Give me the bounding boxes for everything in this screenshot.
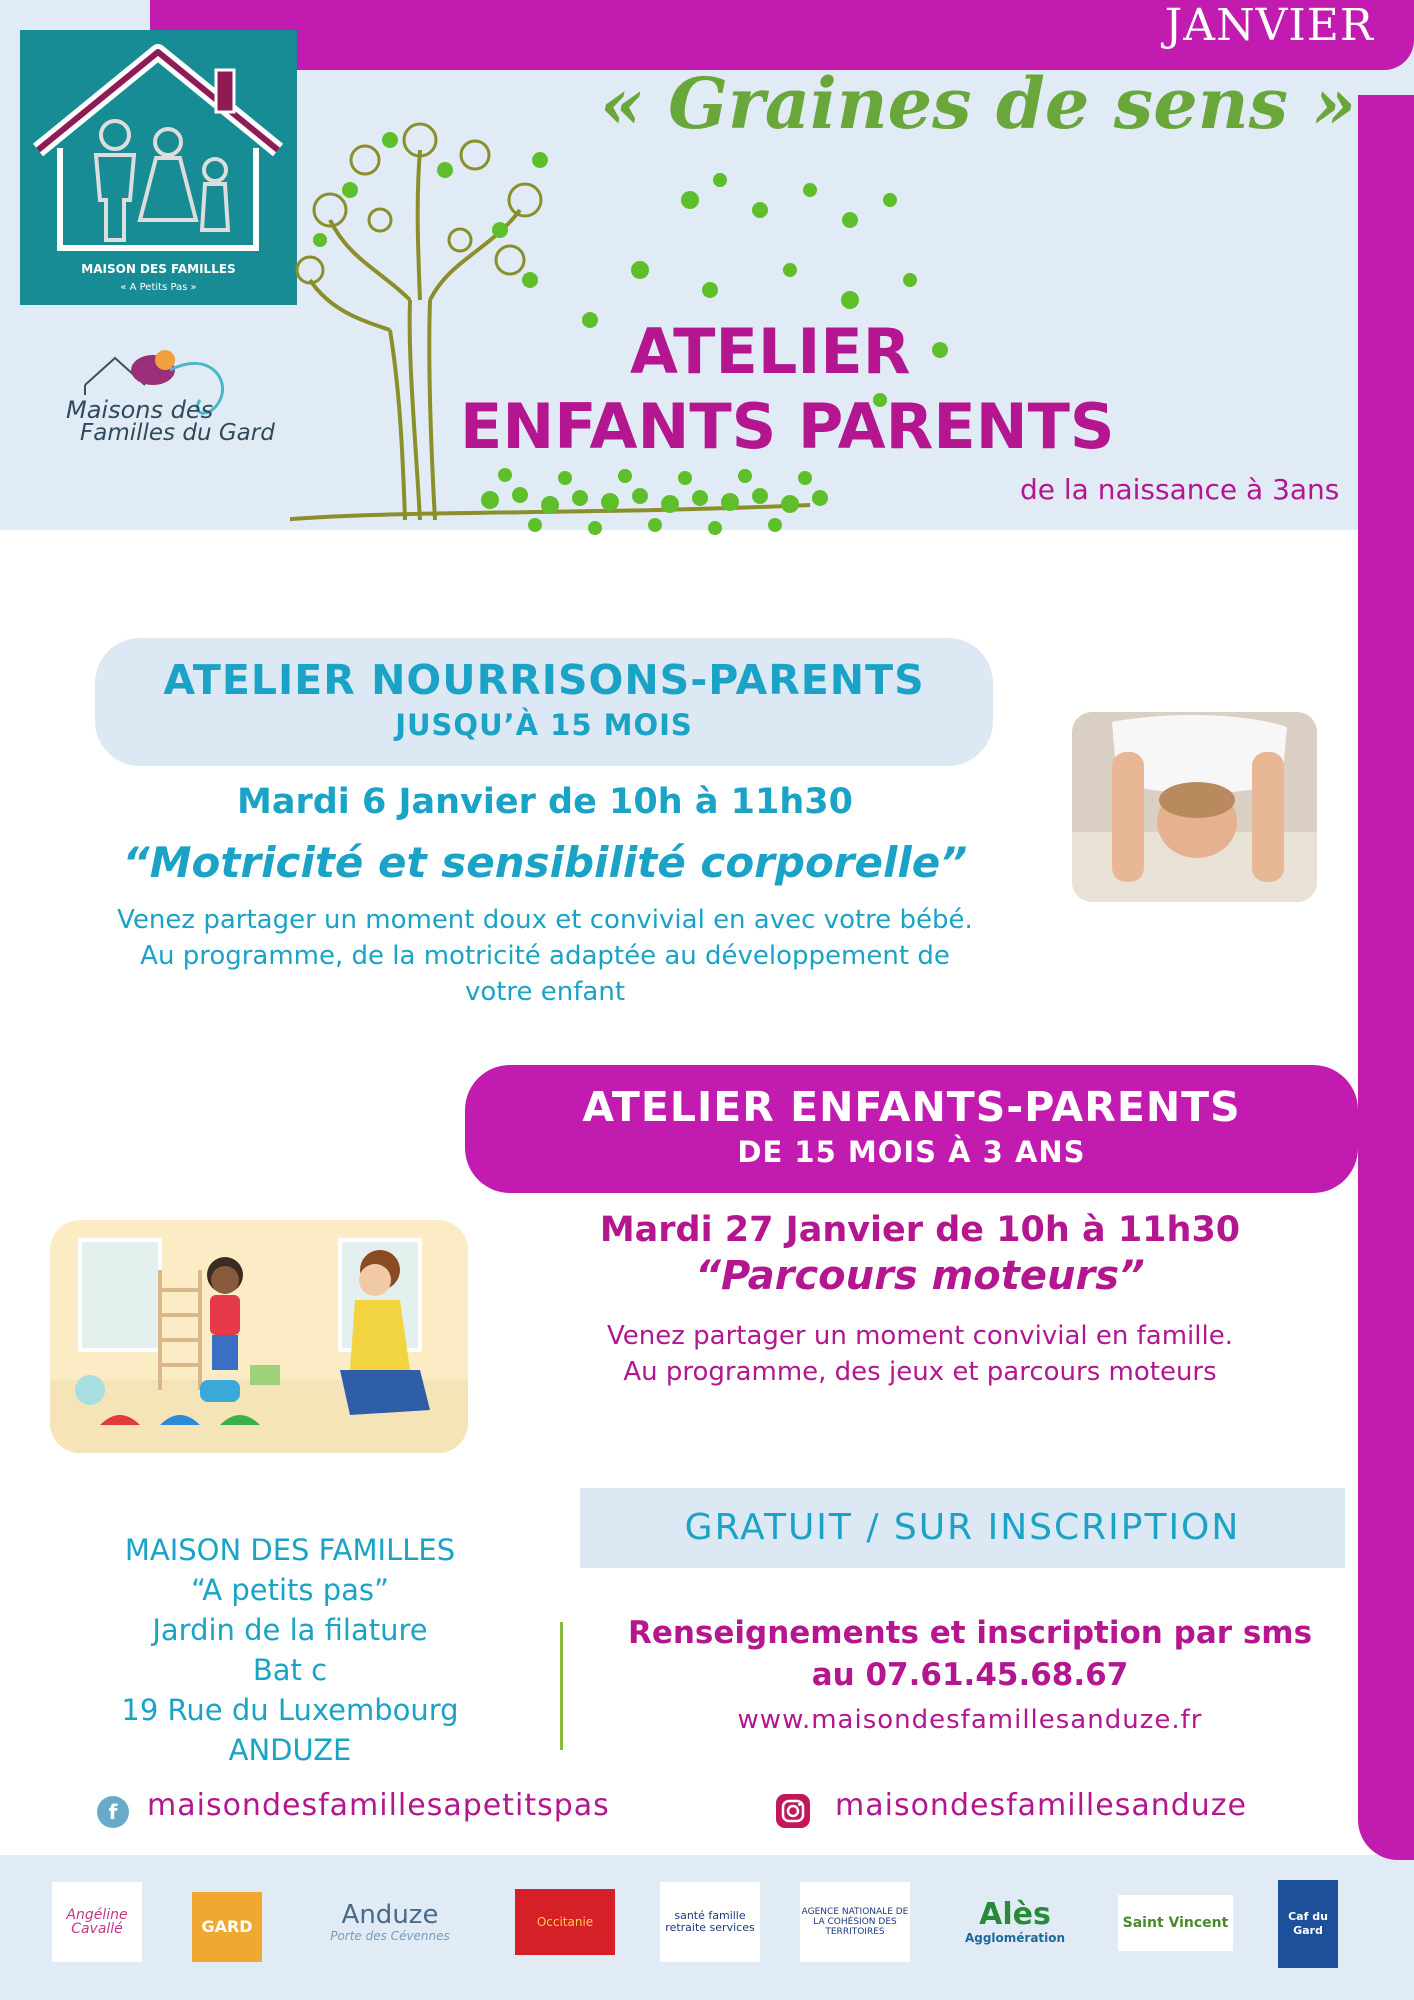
- workshop2-desc-line1: Venez partager un moment convivial en famille.: [607, 1321, 1233, 1351]
- partner-name: santé famille retraite services: [665, 1909, 755, 1934]
- baby-photo: [1072, 712, 1317, 902]
- workshop1-header: [95, 638, 993, 766]
- workshop1-age: JUSQU’À 15 MOIS: [395, 708, 693, 742]
- address-line2: “A petits pas”: [190, 1573, 390, 1607]
- workshop2-desc-line2: Au programme, des jeux et parcours moteurs: [623, 1357, 1217, 1387]
- workshop1-date: Mardi 6 Janvier de 10h à 11h30: [237, 782, 853, 822]
- partner-logo-saint-vincent: [1118, 1895, 1233, 1951]
- partner-logo-gard: [192, 1892, 262, 1962]
- address-block: [60, 1530, 520, 1770]
- workshop1-desc-line1: Venez partager un moment doux et convivial en avec votre bébé.: [117, 905, 973, 935]
- logo-subcaption: « A Petits Pas »: [120, 282, 197, 293]
- partner-logo-ales: [960, 1882, 1070, 1962]
- partner-logo-caf: [1278, 1880, 1338, 1968]
- workshop1-description: [20, 902, 1070, 1010]
- instagram-handle[interactable]: maisondesfamillesanduze: [835, 1788, 1247, 1823]
- workshop1-desc-line3: votre enfant: [464, 977, 626, 1007]
- address-line6: ANDUZE: [228, 1733, 352, 1767]
- workshop2-header: [465, 1065, 1358, 1193]
- instagram-icon[interactable]: [776, 1794, 810, 1828]
- partner-name: Anduze: [341, 1900, 439, 1930]
- main-title-line1: ATELIER: [630, 315, 911, 388]
- free-registration-banner: GRATUIT / SUR INSCRIPTION: [580, 1488, 1345, 1568]
- gard-logo-line2: Familles du Gard: [80, 420, 275, 446]
- partner-name: Saint Vincent: [1122, 1915, 1229, 1931]
- partner-name: Occitanie: [536, 1915, 594, 1929]
- workshop1-theme: “Motricité et sensibilité corporelle”: [122, 838, 968, 887]
- contact-phone[interactable]: au 07.61.45.68.67: [811, 1657, 1129, 1693]
- address-line4: Bat c: [252, 1653, 328, 1687]
- event-subtitle: « Graines de sens »: [600, 62, 1357, 145]
- age-range: de la naissance à 3ans: [1020, 473, 1340, 506]
- address-line3: Jardin de la filature: [152, 1613, 428, 1647]
- partner-name: AGENCE NATIONALE DE LA COHÉSION DES TERRITOIRES: [801, 1907, 909, 1937]
- partner-logo-anct: [800, 1882, 910, 1962]
- main-title-line2: ENFANTS PARENTS: [460, 390, 1115, 463]
- playroom-illustration: [50, 1220, 468, 1453]
- gard-logo-line1: Maisons des: [66, 396, 214, 424]
- contact-line1: Renseignements et inscription par sms: [627, 1615, 1313, 1651]
- partner-logo-angeline: [52, 1882, 142, 1962]
- partner-name: Caf du Gard: [1288, 1910, 1328, 1937]
- partner-logo-occitanie: [515, 1889, 615, 1955]
- logo-caption: MAISON DES FAMILLES: [81, 262, 236, 276]
- workshop1-title: ATELIER NOURRISONS-PARENTS: [163, 656, 925, 704]
- facebook-handle[interactable]: maisondesfamillesapetitspas: [147, 1788, 610, 1823]
- workshop2-age: DE 15 MOIS À 3 ANS: [737, 1135, 1086, 1169]
- workshop2-date: Mardi 27 Janvier de 10h à 11h30: [599, 1210, 1241, 1250]
- month-banner: [150, 0, 1414, 70]
- partner-name: Alès: [979, 1897, 1051, 1932]
- partner-logo-anduze: [310, 1882, 470, 1962]
- workshop1-desc-line2: Au programme, de la motricité adaptée au développement de: [140, 941, 950, 971]
- workshop2-theme: “Parcours moteurs”: [695, 1253, 1145, 1299]
- partner-name: GARD: [201, 1917, 253, 1936]
- workshop2-description: [470, 1318, 1370, 1390]
- month-label: JANVIER: [1164, 0, 1374, 51]
- partner-logo-msa: [660, 1882, 760, 1962]
- workshop2-title: ATELIER ENFANTS-PARENTS: [582, 1083, 1241, 1131]
- contact-info: [560, 1612, 1380, 1696]
- partner-subname: Agglomération: [964, 1931, 1066, 1945]
- maison-des-familles-logo: [20, 30, 297, 305]
- side-accent-bar: [1358, 95, 1414, 1860]
- website-link[interactable]: www.maisondesfamillesanduze.fr: [737, 1705, 1203, 1735]
- address-line1: MAISON DES FAMILLES: [124, 1533, 456, 1567]
- facebook-icon[interactable]: f: [97, 1796, 129, 1828]
- partner-name: Angéline Cavallé: [66, 1907, 128, 1937]
- address-line5: 19 Rue du Luxembourg: [121, 1693, 459, 1727]
- partner-subname: Porte des Cévennes: [330, 1929, 450, 1943]
